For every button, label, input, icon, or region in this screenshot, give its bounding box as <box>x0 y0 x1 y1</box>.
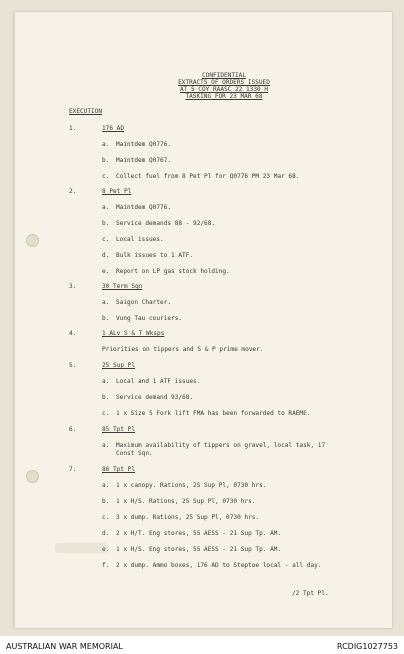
list-item: b. Maintdem Q0767. <box>102 157 172 164</box>
list-item: d. Bulk issues to 1 ATF. <box>102 252 194 259</box>
item-title: 85 Tpt Pl <box>102 426 136 433</box>
header-line: EXTRACTS OF ORDERS ISSUED <box>178 79 270 86</box>
item-title: 176 AD <box>102 125 125 132</box>
list-item: b. Service demand 93/68. <box>102 394 194 401</box>
list-item: b. Service demands 88 - 92/68. <box>102 220 216 227</box>
list-item: d. 2 x H/T. Eng stores, 55 AESS - 21 Sup Tp. AM. <box>102 530 282 537</box>
list-item: b. 1 x H/S. Rations, 25 Sup Pl, 0730 hrs. <box>102 498 256 505</box>
record-id: RCDIG1027753 <box>336 642 398 651</box>
list-item: a. Maintdem Q0776. <box>102 204 172 211</box>
document-body <box>14 12 391 628</box>
list-item: a. Maintdem Q0776. <box>102 141 172 148</box>
list-item: a. 1 x canopy. Rations, 25 Sup Pl, 0730 hrs. <box>102 482 267 489</box>
item-number: 3. <box>69 283 77 290</box>
header-line: AT 5 COY RAASC 22 1330 H <box>179 86 269 93</box>
item-title: 30 Term Sqn <box>102 283 143 290</box>
section-title: EXECUTION <box>69 108 103 115</box>
list-item: f. 2 x dump. Ammo boxes, 176 AD to Steptoe local - all day. <box>102 562 322 569</box>
item-number: 5. <box>69 362 77 369</box>
list-item: e. Report on LP gas stock holding. <box>102 268 230 275</box>
item-title: 86 Tpt Pl <box>102 466 136 473</box>
item-title: 25 Sup Pl <box>102 362 136 369</box>
item-number: 1. <box>69 125 77 132</box>
list-item: c. 3 x dump. Rations, 25 Sup Pl, 0730 hrs. <box>102 514 260 521</box>
header-line: CONFIDENTIAL <box>201 72 247 79</box>
list-item: a. Saigon Charter. <box>102 299 172 306</box>
list-item: a. Local and 1 ATF issues. <box>102 378 201 385</box>
header-line: TASKING FOR 23 MAR 68 <box>185 93 263 100</box>
item-title: 1 ALv S & T Wksps <box>102 330 165 337</box>
signature-block: /2 Tpt Pl. <box>292 590 329 597</box>
list-item: a. Maximum availability of tippers on gravel, local task, 17 <box>102 442 326 449</box>
list-item: c. Local issues. <box>102 236 164 243</box>
item-number: 6. <box>69 426 77 433</box>
list-item: c. Collect fuel from 8 Pet Pl for Q0776 PM 23 Mar 68. <box>102 173 300 180</box>
list-item: c. 1 x Size 5 Fork lift FMA has been forwarded to RAEME. <box>102 410 311 417</box>
item-title: 8 Pet Pl <box>102 188 132 195</box>
list-item-continuation: Const Sqn. <box>116 450 153 457</box>
item-number: 7. <box>69 466 77 473</box>
item-body: Priorities on tippers and S & P prime mover. <box>102 346 264 353</box>
list-item: e. 1 x H/S. Eng stores, 55 AESS - 21 Sup Tp. AM. <box>102 546 282 553</box>
list-item: b. Vung Tau couriers. <box>102 315 183 322</box>
item-number: 4. <box>69 330 77 337</box>
archive-credit: AUSTRALIAN WAR MEMORIAL <box>6 642 123 651</box>
item-number: 2. <box>69 188 77 195</box>
